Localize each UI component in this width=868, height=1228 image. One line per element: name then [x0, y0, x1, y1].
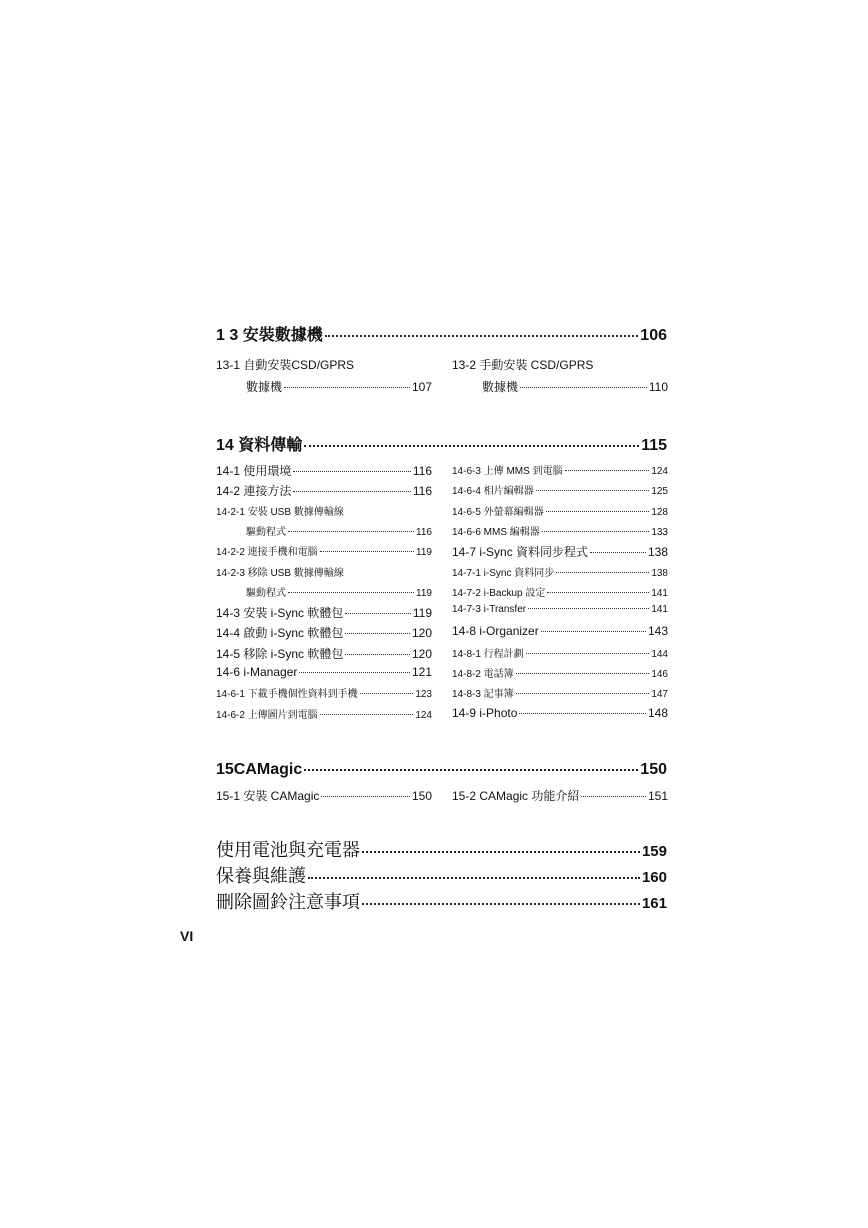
dot-leader — [526, 653, 650, 654]
entry-label: 14-1 使用環境 — [216, 464, 292, 478]
entry-page-number: 119 — [416, 587, 432, 599]
chapter-heading[interactable] — [216, 761, 667, 779]
appendix-heading[interactable] — [216, 888, 667, 914]
entry-page-number: 124 — [651, 466, 668, 477]
toc-column-right — [452, 787, 668, 819]
dot-leader — [546, 511, 650, 512]
toc-entry[interactable] — [452, 624, 668, 638]
dot-leader — [299, 672, 410, 673]
entry-label: 14-8-1 行程計劃 — [452, 648, 524, 660]
heading-title: 使用電池與充電器 — [216, 840, 360, 861]
chapter-heading[interactable] — [216, 322, 667, 345]
dot-leader — [516, 693, 650, 694]
entry-page-number: 128 — [651, 506, 668, 518]
entry-page-number: 116 — [412, 484, 432, 499]
entry-page-number: 116 — [412, 464, 432, 478]
toc-entry[interactable] — [216, 685, 432, 700]
toc-column-right — [452, 462, 668, 736]
appendix-heading[interactable] — [216, 862, 667, 888]
heading-page-number: 106 — [640, 327, 667, 344]
entry-label: 14-7-1 i-Sync 資料同步 — [452, 567, 555, 579]
dot-leader — [345, 633, 410, 634]
entry-label: 14-9 i-Photo — [452, 705, 518, 720]
entry-page-number: 133 — [651, 526, 668, 538]
entry-label: 14-7 i-Sync 資料同步程式 — [452, 545, 589, 560]
entry-label: 數據機 — [246, 380, 283, 394]
heading-title: 15CAMagic — [216, 761, 303, 778]
entry-page-number: 120 — [411, 626, 432, 641]
dot-leader — [345, 613, 410, 614]
toc-entry[interactable] — [216, 624, 432, 641]
dot-leader — [345, 654, 410, 655]
dot-leader — [362, 851, 640, 853]
appendix-heading[interactable] — [216, 836, 667, 862]
toc-entry[interactable] — [216, 564, 432, 579]
entry-page-number: 143 — [647, 624, 668, 639]
entry-label: 14-7-2 i-Backup 設定 — [452, 587, 546, 599]
toc-column-left — [216, 787, 432, 819]
dot-leader — [304, 445, 639, 447]
toc-entry[interactable] — [216, 645, 432, 662]
entry-page-number: 123 — [415, 689, 432, 701]
heading-page-number: 159 — [641, 843, 667, 860]
dot-leader — [541, 631, 646, 632]
toc-entry[interactable] — [452, 523, 668, 538]
dot-leader — [547, 592, 649, 593]
dot-leader — [565, 470, 650, 471]
heading-title: 刪除圖鈴注意事項 — [216, 892, 360, 913]
heading-title: 保養與維護 — [216, 866, 306, 887]
toc-entry[interactable] — [216, 523, 432, 538]
entry-label: 14-6-2 上傳圖片到電腦 — [216, 709, 318, 721]
toc-entry[interactable] — [216, 378, 432, 395]
toc-entry[interactable] — [216, 482, 432, 499]
toc-entry[interactable] — [452, 685, 668, 700]
entry-label: 14-2-3 移除 USB 數據傳輸線 — [216, 567, 344, 579]
toc-entry[interactable] — [452, 645, 668, 660]
dot-leader — [284, 387, 410, 388]
toc-entry[interactable] — [452, 564, 668, 579]
entry-label: 14-7-3 i-Transfer — [452, 604, 527, 616]
entry-page-number: 138 — [647, 545, 668, 560]
toc-entry[interactable] — [452, 462, 668, 477]
entry-label: 15-2 CAMagic 功能介紹 — [452, 789, 580, 803]
toc-column-left — [216, 356, 432, 410]
dot-leader — [320, 551, 414, 552]
entry-page-number: 141 — [651, 604, 668, 616]
dot-leader — [293, 491, 411, 492]
entry-label: 14-2-1 安裝 USB 數據傳輸線 — [216, 506, 344, 518]
heading-title: 14 資料傳輸 — [216, 437, 303, 454]
entry-label: 14-5 移除 i-Sync 軟體包 — [216, 646, 344, 661]
toc-entry[interactable] — [452, 543, 668, 560]
dot-leader — [528, 608, 649, 609]
toc-entry[interactable] — [216, 584, 432, 599]
entry-label: 13-1 自動安裝CSD/GPRS — [216, 358, 355, 372]
toc-entry[interactable] — [216, 706, 432, 721]
toc-entry[interactable] — [452, 356, 668, 373]
toc-entry[interactable] — [452, 584, 668, 599]
toc-entry[interactable] — [452, 482, 668, 497]
entry-page-number: 120 — [411, 646, 432, 661]
dot-leader — [304, 769, 638, 771]
heading-page-number: 115 — [641, 437, 667, 454]
entry-label: 14-6-3 上傳 MMS 到電腦 — [452, 466, 563, 477]
toc-entry[interactable] — [216, 356, 432, 373]
entry-label: 14-8-3 記事簿 — [452, 689, 514, 701]
entry-label: 14-8-2 電話簿 — [452, 669, 514, 680]
entry-label: 14-6-4 相片編輯器 — [452, 486, 534, 498]
entry-page-number: 150 — [411, 789, 432, 803]
toc-entry[interactable] — [216, 503, 432, 518]
entry-label: 14-6 i-Manager — [216, 665, 298, 679]
dot-leader — [288, 531, 414, 532]
toc-column-right — [452, 356, 668, 410]
toc-entry[interactable] — [452, 787, 668, 804]
entry-page-number: 148 — [647, 705, 668, 720]
entry-label: 15-1 安裝 CAMagic — [216, 789, 320, 803]
toc-entry[interactable] — [452, 706, 668, 720]
entry-label: 14-2-2 連接手機和電腦 — [216, 547, 318, 559]
entry-page-number: 119 — [412, 606, 432, 621]
entry-label: 14-6-1 下載手機個性資料到手機 — [216, 689, 358, 701]
dot-leader — [520, 387, 647, 388]
entry-page-number: 138 — [651, 567, 668, 579]
dot-leader — [308, 877, 640, 879]
entry-label: 驅動程式 — [246, 526, 286, 538]
entry-page-number: 147 — [651, 689, 668, 701]
entry-page-number: 124 — [415, 709, 432, 721]
dot-leader — [556, 572, 649, 573]
dot-leader — [325, 335, 639, 337]
dot-leader — [320, 714, 414, 715]
entry-page-number: 146 — [651, 669, 668, 680]
entry-page-number: 119 — [416, 547, 432, 559]
entry-label: 驅動程式 — [246, 587, 286, 599]
dot-leader — [590, 552, 646, 553]
dot-leader — [288, 592, 414, 593]
entry-label: 14-6-5 外螢幕編輯器 — [452, 506, 544, 518]
entry-page-number: 121 — [411, 665, 432, 679]
entry-page-number: 116 — [416, 526, 432, 538]
dot-leader — [581, 796, 646, 797]
dot-leader — [321, 796, 410, 797]
dot-leader — [536, 490, 650, 491]
page-number: VI — [180, 928, 194, 944]
dot-leader — [362, 903, 640, 905]
dot-leader — [519, 713, 646, 714]
entry-page-number: 125 — [651, 486, 668, 498]
heading-page-number: 161 — [641, 895, 667, 912]
entry-label: 數據機 — [482, 380, 519, 394]
heading-title: 1 3 安裝數據機 — [216, 327, 323, 344]
dot-leader — [293, 471, 411, 472]
dot-leader — [516, 673, 650, 674]
heading-page-number: 160 — [641, 869, 667, 886]
toc-entry[interactable] — [452, 665, 668, 680]
toc-column-left — [216, 462, 432, 736]
toc-entry[interactable] — [216, 543, 432, 558]
entry-page-number: 107 — [411, 380, 432, 394]
heading-page-number: 150 — [640, 761, 667, 778]
chapter-heading[interactable] — [216, 432, 667, 455]
entry-label: 14-8 i-Organizer — [452, 624, 539, 639]
toc-entry[interactable] — [452, 604, 668, 615]
toc-entry[interactable] — [216, 462, 432, 479]
dot-leader — [360, 693, 414, 694]
entry-label: 14-2 連接方法 — [216, 484, 292, 499]
toc-entry[interactable] — [452, 378, 668, 395]
toc-entry[interactable] — [216, 604, 432, 621]
entry-page-number: 151 — [647, 789, 668, 803]
entry-page-number: 110 — [648, 380, 668, 394]
entry-page-number: 144 — [651, 648, 668, 660]
entry-label: 13-2 手動安裝 CSD/GPRS — [452, 358, 594, 372]
entry-label: 14-6-6 MMS 編輯器 — [452, 526, 540, 538]
toc-entry[interactable] — [452, 503, 668, 518]
toc-entry[interactable] — [216, 787, 432, 804]
entry-label: 14-3 安裝 i-Sync 軟體包 — [216, 606, 344, 621]
entry-label: 14-4 啟動 i-Sync 軟體包 — [216, 626, 344, 641]
entry-page-number: 141 — [651, 587, 668, 599]
toc-entry[interactable] — [216, 665, 432, 679]
dot-leader — [542, 531, 650, 532]
